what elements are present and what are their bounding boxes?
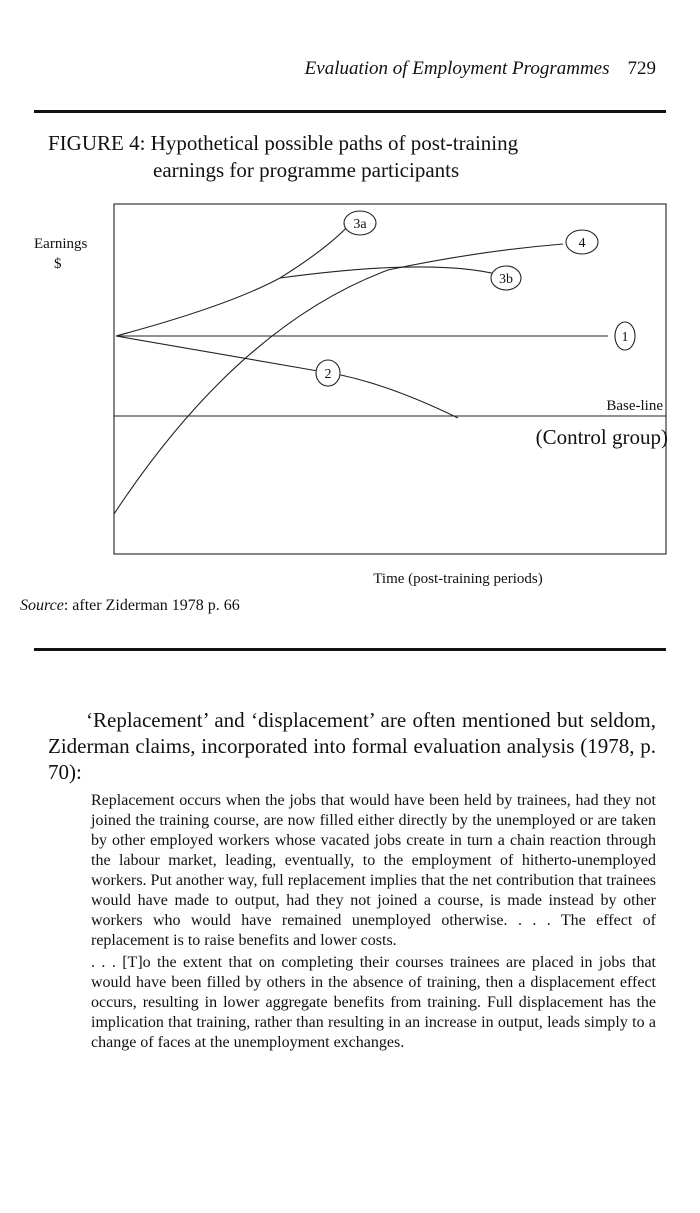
- baseline-label: Base-line: [606, 398, 663, 414]
- path-3b-line: [280, 267, 496, 278]
- earnings-paths-diagram: [34, 196, 688, 596]
- path-2-line: [116, 336, 458, 418]
- figure-caption: [48, 130, 648, 184]
- quote-paragraph-1: Replacement occurs when the jobs that would have been held by trainees, had they not joined the training course, are now filled either directly by the unemployed or are taken by other employed workers whose vacated jobs create in turn a chain reaction through the labour market, leading, eventually, to the employment of hitherto-unemployed workers. Put another way, full replacement implies that the net contribution that trainees would have made to output, had they not joined a course, is made instead by other workers who would have remained unemployed otherwise. . . . The effect of replacement is to raise benefits and lower costs.: [91, 792, 657, 949]
- block-quote: [91, 791, 656, 1053]
- figure-source: [20, 597, 240, 615]
- bottom-rule: [34, 648, 666, 651]
- path-3a-line: [116, 224, 350, 336]
- figure-caption-line1: FIGURE 4: Hypothetical possible paths of post-training: [48, 131, 519, 155]
- path-1-label: 1: [621, 330, 629, 345]
- top-rule: [34, 110, 666, 113]
- source-label: Source: [20, 597, 64, 614]
- y-axis-label-line1: Earnings: [34, 236, 88, 252]
- running-header: [305, 58, 656, 80]
- path-3b-label: 3b: [499, 272, 513, 287]
- x-axis-label: Time (post-training periods): [373, 571, 543, 587]
- figure-caption-line2: earnings for programme participants: [153, 158, 460, 182]
- plot-frame: [114, 204, 666, 554]
- source-text: : after Ziderman 1978 p. 66: [63, 597, 240, 614]
- running-title: Evaluation of Employment Programmes: [304, 58, 610, 79]
- intro-paragraph: ‘Replacement’ and ‘displacement’ are often mentioned but seldom, Ziderman claims, incorporated into formal evaluation analysis (1978, p. 70):: [48, 708, 656, 784]
- path-2-label: 2: [324, 367, 332, 382]
- quote-paragraph-2: . . . [T]o the extent that on completing their courses trainees are placed in jobs that would have been filled by others in the absence of training, then a displacement effect occurs, resulting in lower aggregate benefits from training. Full displacement has the implication that training, rather than resulting in an increase in output, leads simply to a change of faces at the unemployment exchanges.: [91, 954, 656, 1051]
- control-group-label: (Control group): [535, 425, 668, 449]
- body-text: [48, 707, 656, 1053]
- path-4-label: 4: [578, 236, 586, 251]
- page-number: 729: [627, 58, 656, 79]
- path-3a-label: 3a: [353, 217, 367, 232]
- y-axis-label-line2: $: [54, 256, 62, 272]
